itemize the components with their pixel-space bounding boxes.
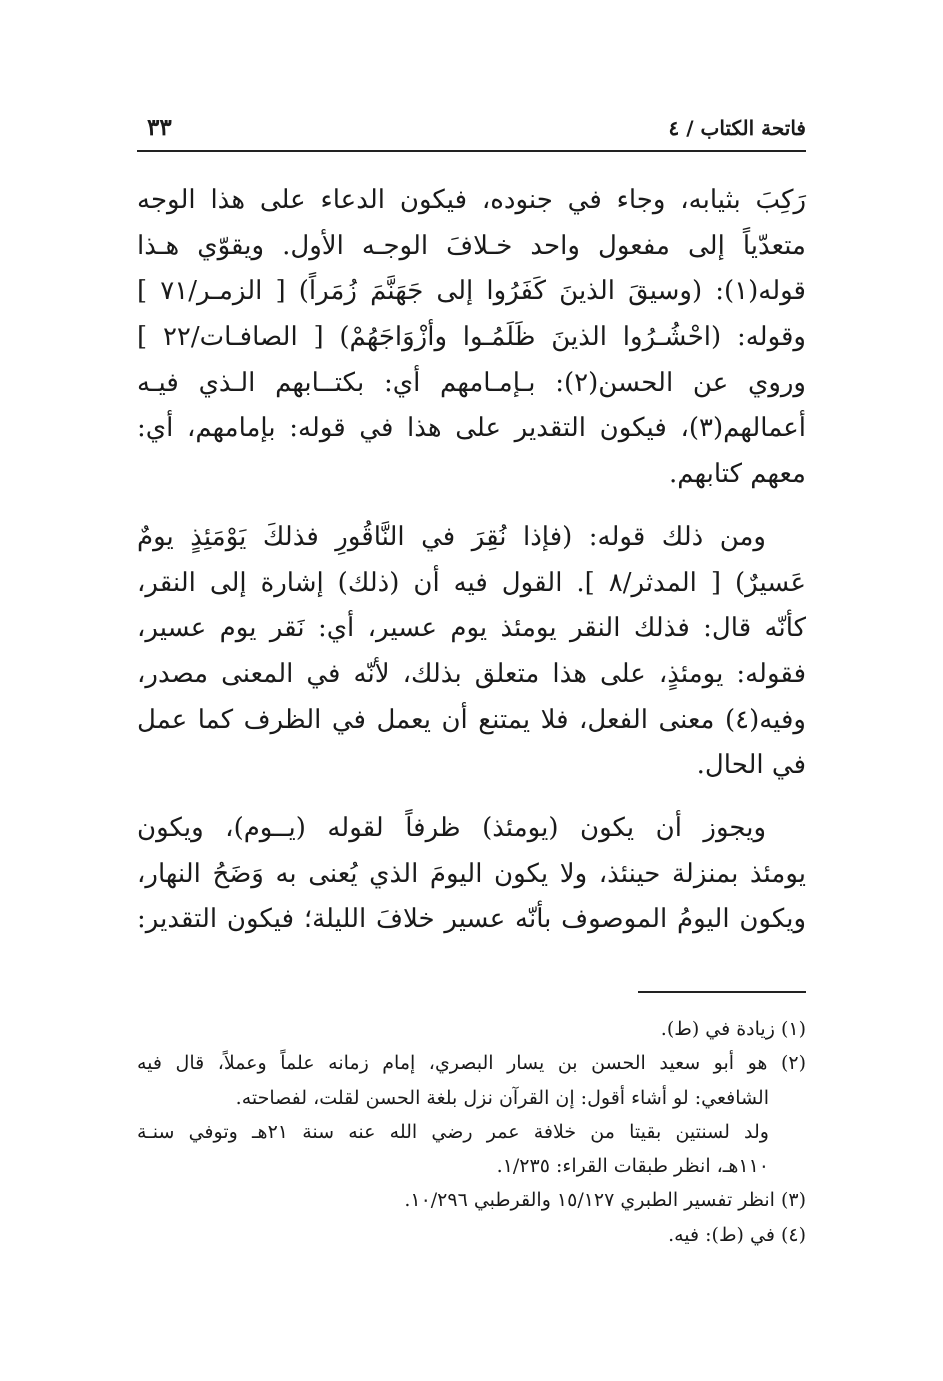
- footnote-separator: [638, 991, 806, 993]
- main-text: [137, 178, 806, 943]
- text-line: عَسيرٌ) [ المدثر/٨ ]. القول فيه أن (ذلك) إشارة إلى النقر،: [137, 567, 806, 598]
- text-line: يومئذ بمنزلة حينئذ، ولا يكون اليومَ الذي يُعنى به وَضَحُ النهار،: [137, 858, 806, 889]
- text-line: وروي عن الحسن(٢): بـإمـامهم أي: بكتــابهم الـذي فيـه: [137, 367, 806, 398]
- footnote-2-line-3: ولد لسنتين بقيتا من خلافة عمر رضي الله عنه سنة ٢١هـ وتوفي سنـة: [137, 1120, 769, 1143]
- paragraph-2: [137, 515, 806, 789]
- paragraph-3: [137, 806, 806, 943]
- text-line: ومن ذلك قوله: (فإذا نُقِرَ في النَّاقُورِ فذلكَ يَوْمَئِذٍ يومٌ: [137, 521, 766, 552]
- text-line: معهم كتابهم.: [669, 459, 806, 490]
- text-line: فقوله: يومئذٍ، على هذا متعلق بذلك، لأنّه في المعنى مصدر،: [137, 658, 806, 689]
- text-line: ويجوز أن يكون (يومئذ) ظرفاً لقوله (يــوم)، ويكون: [137, 812, 766, 843]
- text-line: متعدّياً إلى مفعول واحد خـلافَ الوجـه الأول. ويقوّي هـذا: [137, 230, 806, 261]
- text-line: رَكِبَ بثيابه، وجاء في جنوده، فيكون الدعاء على هذا الوجه: [137, 185, 806, 215]
- text-line: في الحال.: [696, 750, 806, 781]
- text-line: وقوله: (احْشُـرُوا الذينَ ظَلَمُـوا وأزْوَاجَهُمْ) [ الصافـات/٢٢ ]: [137, 322, 806, 353]
- text-line: وفيه(٤) معنى الفعل، فلا يمتنع أن يعمل في الظرف كما عمل: [137, 704, 806, 735]
- running-title: فاتحة الكتاب / ٤: [668, 116, 806, 140]
- text-line: ويكون اليومُ الموصوف بأنّه عسير خلافَ الليلة؛ فيكون التقدير:: [137, 904, 806, 935]
- footnote-4: (٤) في (ط): فيه.: [668, 1223, 806, 1246]
- footnote-3: (٣) انظر تفسير الطبري ١٥/١٢٧ والقرطبي ١٠/٢٩٦.: [404, 1189, 806, 1212]
- page-number: ٣٣: [147, 114, 172, 141]
- footnote-2-line-2: الشافعي: لو أشاء أقول: إن القرآن نزل بلغة الحسن لقلت، لفصاحته.: [235, 1086, 769, 1109]
- text-line: كأنّه قال: فذلك النقر يومئذ يوم عسير، أي: نَقر يوم عسير،: [137, 613, 806, 644]
- footnote-2-line-4: ١١٠هـ، انظر طبقات القراء: ١/٢٣٥.: [496, 1155, 769, 1178]
- text-line: أعمالهم(٣)، فيكون التقدير على هذا في قوله: بإمامهم، أي:: [137, 413, 806, 444]
- footnotes: [137, 1012, 806, 1252]
- footnote-1: (١) زيادة في (ط).: [660, 1018, 806, 1040]
- footnote-2: (٢) هو أبو سعيد الحسن بن يسار البصري، إمام زمانه علماً وعملاً، قال فيه: [137, 1052, 806, 1075]
- text-line: قوله(١): (وسيقَ الذينَ كَفَرُوا إلى جَهَنَّمَ زُمَراً) [ الزمـر/٧١ ]: [137, 276, 806, 307]
- page-header: [137, 112, 806, 152]
- paragraph-1: [137, 178, 806, 498]
